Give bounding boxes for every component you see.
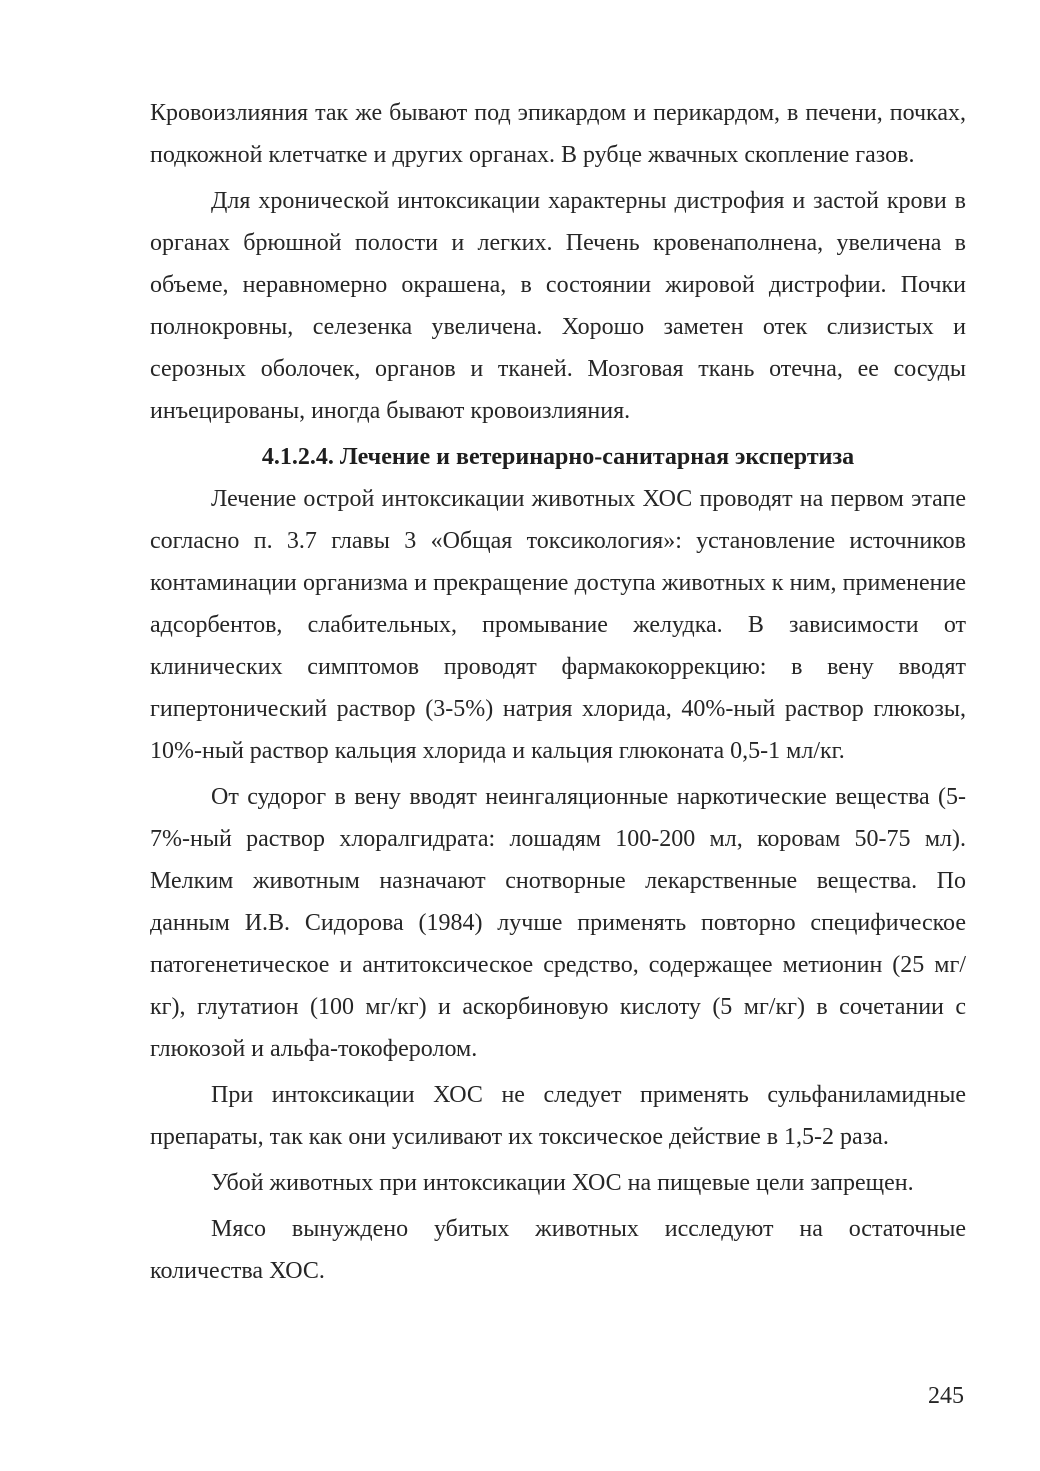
- paragraph-convulsions-treatment: От судорог в вену вводят неингаляционные наркотические вещества (5-7%-ный раствор хлоралгидрата: лошадям 100-200 мл, коровам 50-75 мл). Мелким животным назначают снотворные лекарственные вещества. По данным И.В. Сидорова (1984) лучше применять повторно специфическое патогенетическое и антитоксическое средство, содержащее метионин (25 мг/кг), глутатион (100 мг/кг) и аскорбиновую кислоту (5 мг/кг) в сочетании с глюкозой и альфа-токоферолом.: [150, 784, 966, 1062]
- paragraph-slaughter-ban: Убой животных при интоксикации ХОС на пищевые цели запрещен.: [211, 1170, 914, 1196]
- section-heading: 4.1.2.4. Лечение и ветеринарно-санитарная экспертиза: [261, 444, 855, 470]
- page-body: [150, 92, 966, 1296]
- paragraph-hemorrhages-continued: Кровоизлияния так же бывают под эпикардом и перикардом, в печени, почках, подкожной клетчатке и других органах. В рубце жвачных скопление газов.: [150, 100, 966, 168]
- page-number: 245: [928, 1383, 964, 1409]
- paragraph-chronic-intoxication: Для хронической интоксикации характерны дистрофия и застой крови в органах брюшной полости и легких. Печень кровенаполнена, увеличена в объеме, неравномерно окрашена, в состоянии жировой дистрофии. Почки полнокровны, селезенка увеличена. Хорошо заметен отек слизистых и серозных оболочек, органов и тканей. Мозговая ткань отечна, ее сосуды инъецированы, иногда бывают кровоизлияния.: [150, 188, 966, 424]
- paragraph-sulfonamides-warning: При интоксикации ХОС не следует применять сульфаниламидные препараты, так как они усиливают их токсическое действие в 1,5-2 раза.: [150, 1082, 966, 1150]
- paragraph-acute-treatment: Лечение острой интоксикации животных ХОС проводят на первом этапе согласно п. 3.7 главы 3 «Общая токсикология»: установление источников контаминации организма и прекращение доступа животных к ним, применение адсорбентов, слабительных, промывание желудка. В зависимости от клинических симптомов проводят фармакокоррекцию: в вену вводят гипертонический раствор (3-5%) натрия хлорида, 40%-ный раствор глюкозы, 10%-ный раствор кальция хлорида и кальция глюконата 0,5-1 мл/кг.: [150, 486, 966, 764]
- paragraph-meat-examination: Мясо вынуждено убитых животных исследуют на остаточные количества ХОС.: [150, 1216, 966, 1284]
